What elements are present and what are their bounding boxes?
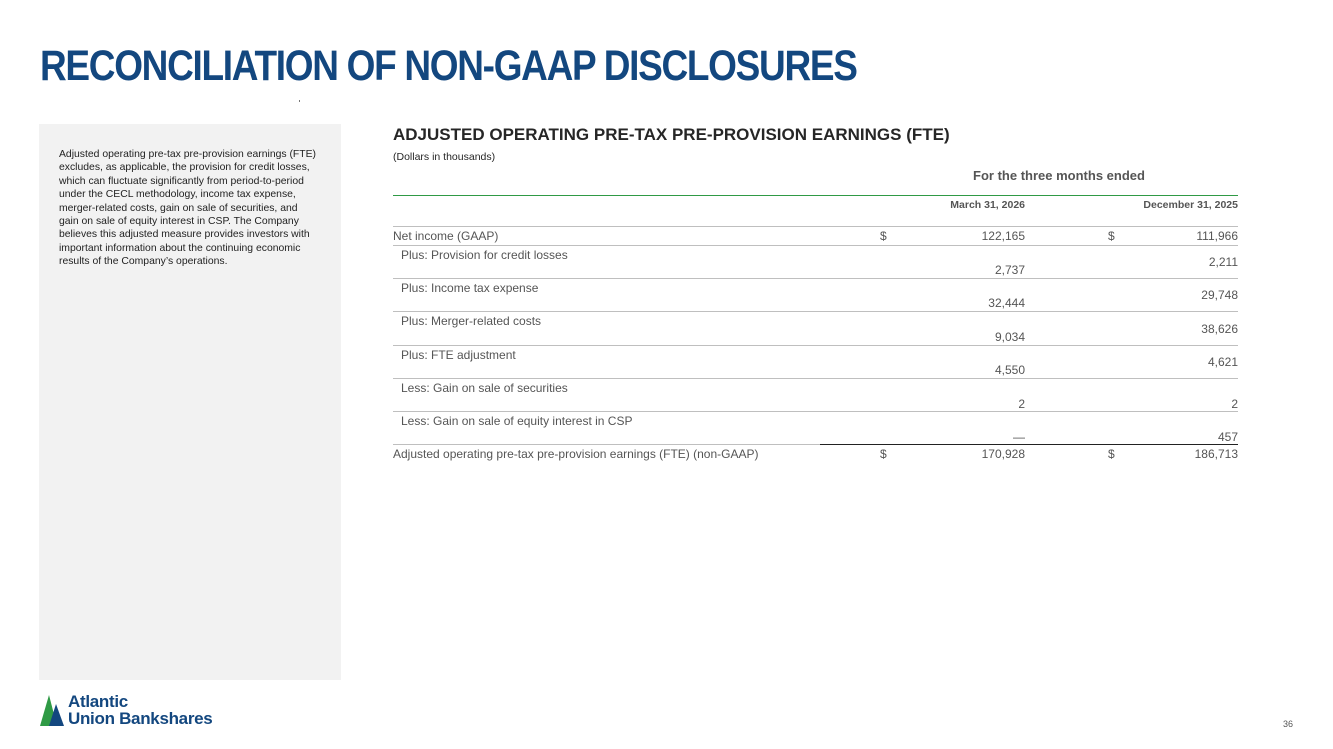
header-rule (393, 195, 1238, 196)
value-adjusted-total-mar-2026: 170,928 (981, 447, 1025, 461)
row-label-adjusted-total: Adjusted operating pre-tax pre-provision earnings (FTE) (non-GAAP) (393, 447, 759, 461)
table-title: ADJUSTED OPERATING PRE-TAX PRE-PROVISION EARNINGS (FTE) (393, 125, 950, 144)
value-income-tax-dec-2025: 29,748 (1201, 288, 1238, 302)
row-divider (393, 345, 1238, 346)
subtotal-rule (820, 444, 1238, 445)
value-fte-adjustment-dec-2025: 4,621 (1207, 355, 1238, 369)
column-header-march-2026: March 31, 2026 (950, 199, 1025, 211)
currency-symbol: $ (880, 447, 887, 461)
currency-symbol: $ (1108, 229, 1115, 243)
row-label-net-income: Net income (GAAP) (393, 229, 499, 243)
row-label-gain-securities: Less: Gain on sale of securities (401, 381, 568, 395)
row-divider (393, 226, 1238, 227)
row-divider (393, 311, 1238, 312)
value-gain-csp-mar-2026: — (1013, 430, 1025, 444)
row-label-provision: Plus: Provision for credit losses (401, 248, 568, 262)
value-income-tax-mar-2026: 32,444 (988, 296, 1025, 310)
table-units-note: (Dollars in thousands) (393, 151, 496, 163)
currency-symbol: $ (1108, 447, 1115, 461)
value-gain-csp-dec-2025: 457 (1217, 430, 1238, 444)
value-merger-costs-dec-2025: 38,626 (1201, 322, 1238, 336)
row-label-fte-adjustment: Plus: FTE adjustment (401, 348, 516, 362)
row-divider (393, 245, 1238, 246)
sidebar-panel (39, 124, 341, 680)
sidebar-description: Adjusted operating pre-tax pre-provision earnings (FTE) excludes, as applicable, the provision for credit losses, which can fluctuate significantly from period-to-period under the CECL methodology, income tax expense, merger-related costs, gain on sale of securities, and gain on sale of equity interest in CSP. The Company believes this adjusted measure provides investors with important information about the continuing economic results of the Company’s operations. (59, 149, 317, 268)
logo-text-line2: Union Bankshares (68, 709, 213, 728)
value-net-income-dec-2025: 111,966 (1196, 229, 1238, 243)
logo-text-line1: Atlantic (68, 692, 128, 711)
stray-mark (299, 100, 300, 102)
row-divider (393, 411, 1238, 412)
period-header: For the three months ended (973, 168, 1145, 183)
value-provision-mar-2026: 2,737 (994, 263, 1025, 277)
row-divider (393, 378, 1238, 379)
row-label-merger-costs: Plus: Merger-related costs (401, 314, 542, 328)
row-label-income-tax: Plus: Income tax expense (401, 281, 539, 295)
page-number: 36 (1282, 719, 1293, 729)
value-merger-costs-mar-2026: 9,034 (994, 330, 1025, 344)
value-provision-dec-2025: 2,211 (1208, 255, 1238, 269)
value-gain-securities-dec-2025: 2 (1231, 397, 1238, 411)
value-adjusted-total-dec-2025: 186,713 (1194, 447, 1238, 461)
row-divider (393, 278, 1238, 279)
column-header-december-2025: December 31, 2025 (1143, 199, 1238, 211)
value-fte-adjustment-mar-2026: 4,550 (994, 363, 1025, 377)
value-gain-securities-mar-2026: 2 (1018, 397, 1025, 411)
slide-title: RECONCILIATION OF NON-GAAP DISCLOSURES (40, 42, 857, 90)
currency-symbol: $ (880, 229, 887, 243)
value-net-income-mar-2026: 122,165 (981, 229, 1025, 243)
logo-mark-icon (40, 692, 66, 726)
row-label-gain-csp: Less: Gain on sale of equity interest in CSP (401, 414, 633, 428)
